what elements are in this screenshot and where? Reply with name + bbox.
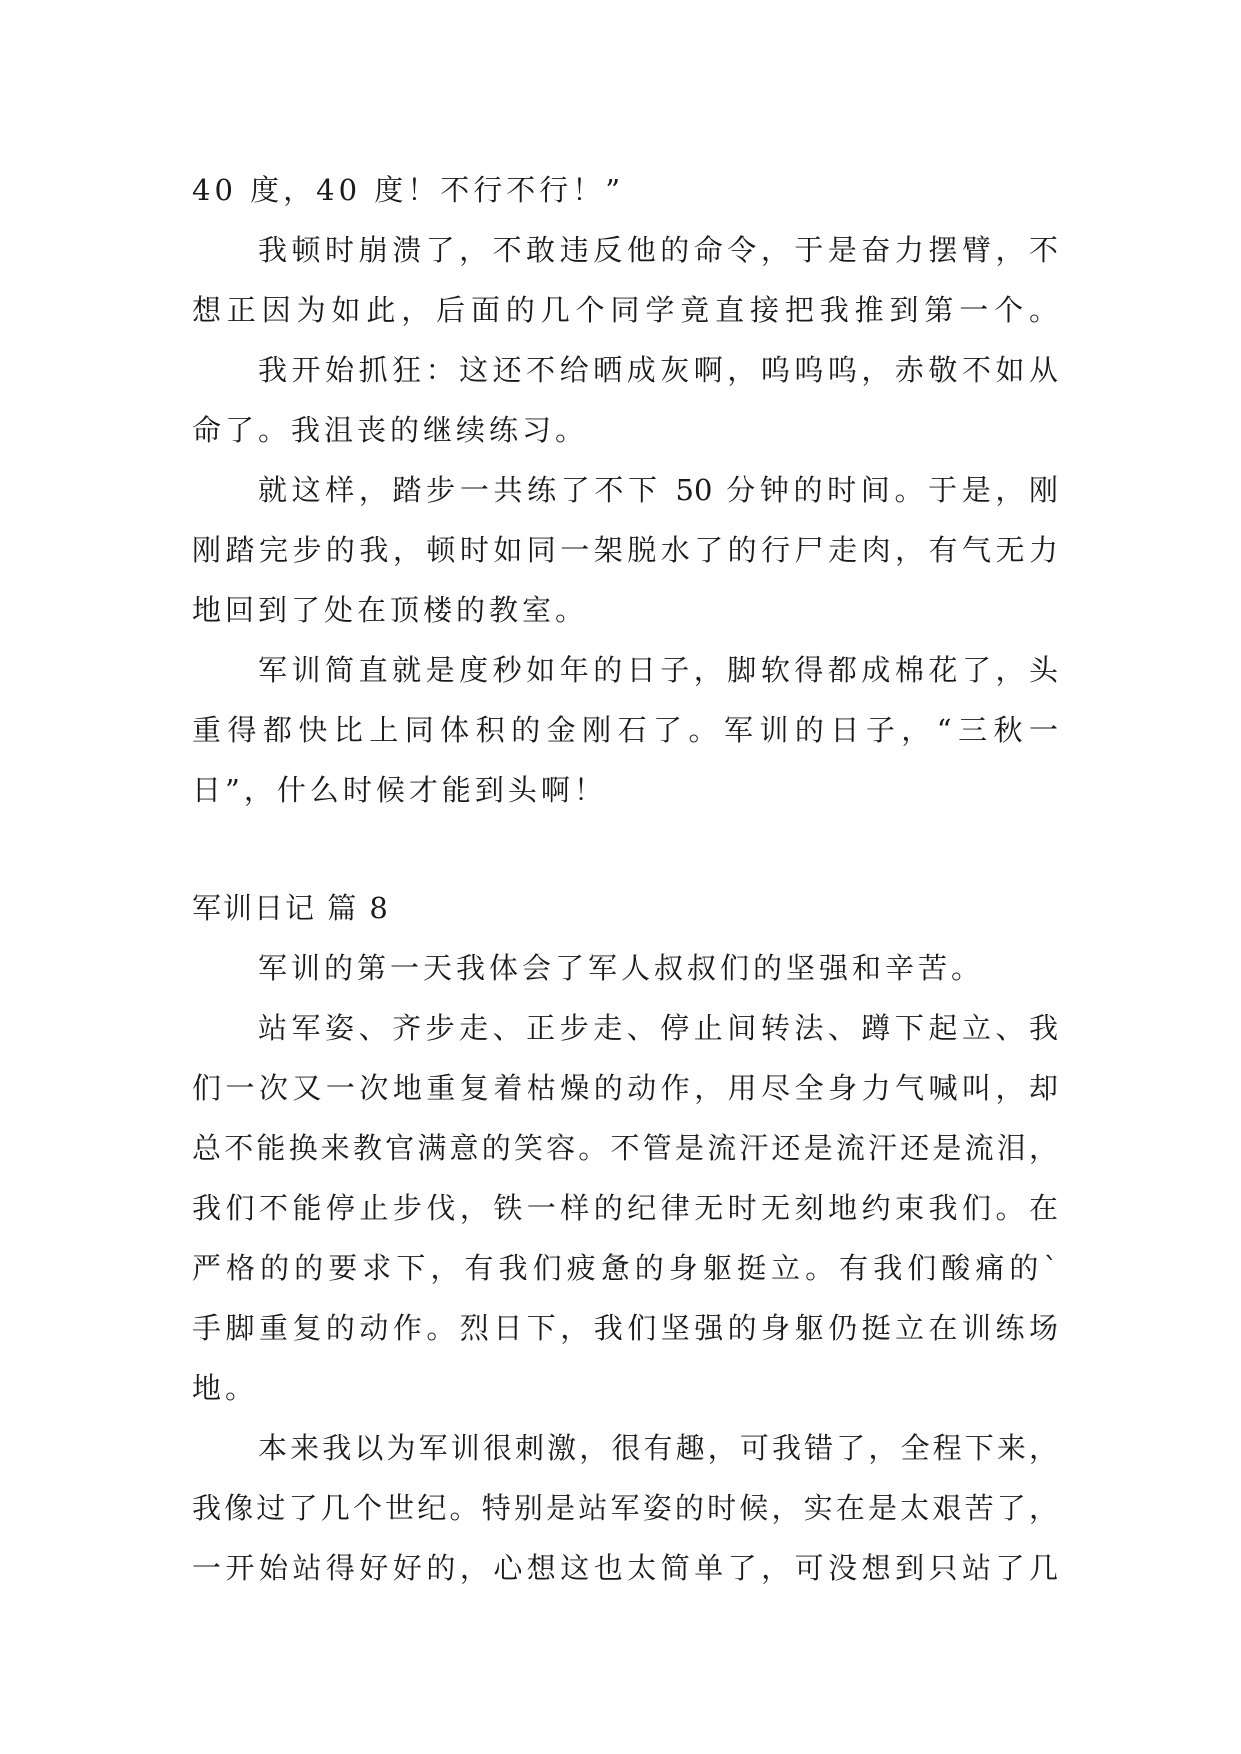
text-line: 我们不能停止步伐，铁一样的纪律无时无刻地约束我们。在 — [192, 1191, 1058, 1225]
paragraph — [192, 998, 1058, 1418]
text-line: 一开始站得好好的，心想这也太简单了，可没想到只站了几 — [192, 1551, 1058, 1585]
text-line: 军训简直就是度秒如年的日子，脚软得都成棉花了，头 — [258, 653, 1058, 687]
paragraph — [192, 340, 1058, 460]
text-line: 命了。我沮丧的继续练习。 — [192, 413, 589, 447]
text-line: 就这样，踏步一共练了不下 50 分钟的时间。于是，刚 — [258, 473, 1058, 507]
text-line: 手脚重复的动作。烈日下，我们坚强的身躯仍挺立在训练场 — [192, 1311, 1058, 1345]
text-line: 本来我以为军训很刺激，很有趣，可我错了，全程下来， — [258, 1431, 1058, 1465]
text-line: 站军姿、齐步走、正步走、停止间转法、蹲下起立、我 — [258, 1011, 1058, 1045]
section-heading: 军训日记 篇 8 — [192, 891, 390, 925]
paragraph — [192, 640, 1058, 820]
text-line: 我像过了几个世纪。特别是站军姿的时候，实在是太艰苦了， — [192, 1491, 1058, 1525]
text-line: 总不能换来教官满意的笑容。不管是流汗还是流汗还是流泪， — [192, 1131, 1058, 1165]
text-line: 严格的的要求下，有我们疲惫的身躯挺立。有我们酸痛的` — [192, 1251, 1058, 1285]
text-line: 想正因为如此，后面的几个同学竟直接把我推到第一个。 — [192, 293, 1058, 327]
text-line: 重得都快比上同体积的金刚石了。军训的日子，“三秋一 — [192, 713, 1058, 747]
text-line: 40 度，40 度！不行不行！” — [192, 173, 625, 207]
section-gap — [192, 820, 1058, 878]
text-line: 军训的第一天我体会了军人叔叔们的坚强和辛苦。 — [258, 951, 985, 985]
paragraph — [192, 220, 1058, 340]
text-line: 我开始抓狂：这还不给晒成灰啊，呜呜呜，赤敬不如从 — [258, 353, 1058, 387]
paragraph — [192, 938, 1058, 998]
paragraph — [192, 460, 1058, 640]
paragraph — [192, 160, 1058, 220]
text-line: 刚踏完步的我，顿时如同一架脱水了的行尸走肉，有气无力 — [192, 533, 1058, 567]
text-line: 们一次又一次地重复着枯燥的动作，用尽全身力气喊叫，却 — [192, 1071, 1058, 1105]
text-line: 地回到了处在顶楼的教室。 — [192, 593, 589, 627]
paragraph — [192, 1418, 1058, 1598]
text-line: 日”，什么时候才能到头啊！ — [192, 773, 607, 807]
document-page — [192, 160, 1058, 1598]
text-line: 我顿时崩溃了，不敢违反他的命令，于是奋力摆臂，不 — [258, 233, 1058, 267]
text-line: 地。 — [192, 1371, 259, 1405]
